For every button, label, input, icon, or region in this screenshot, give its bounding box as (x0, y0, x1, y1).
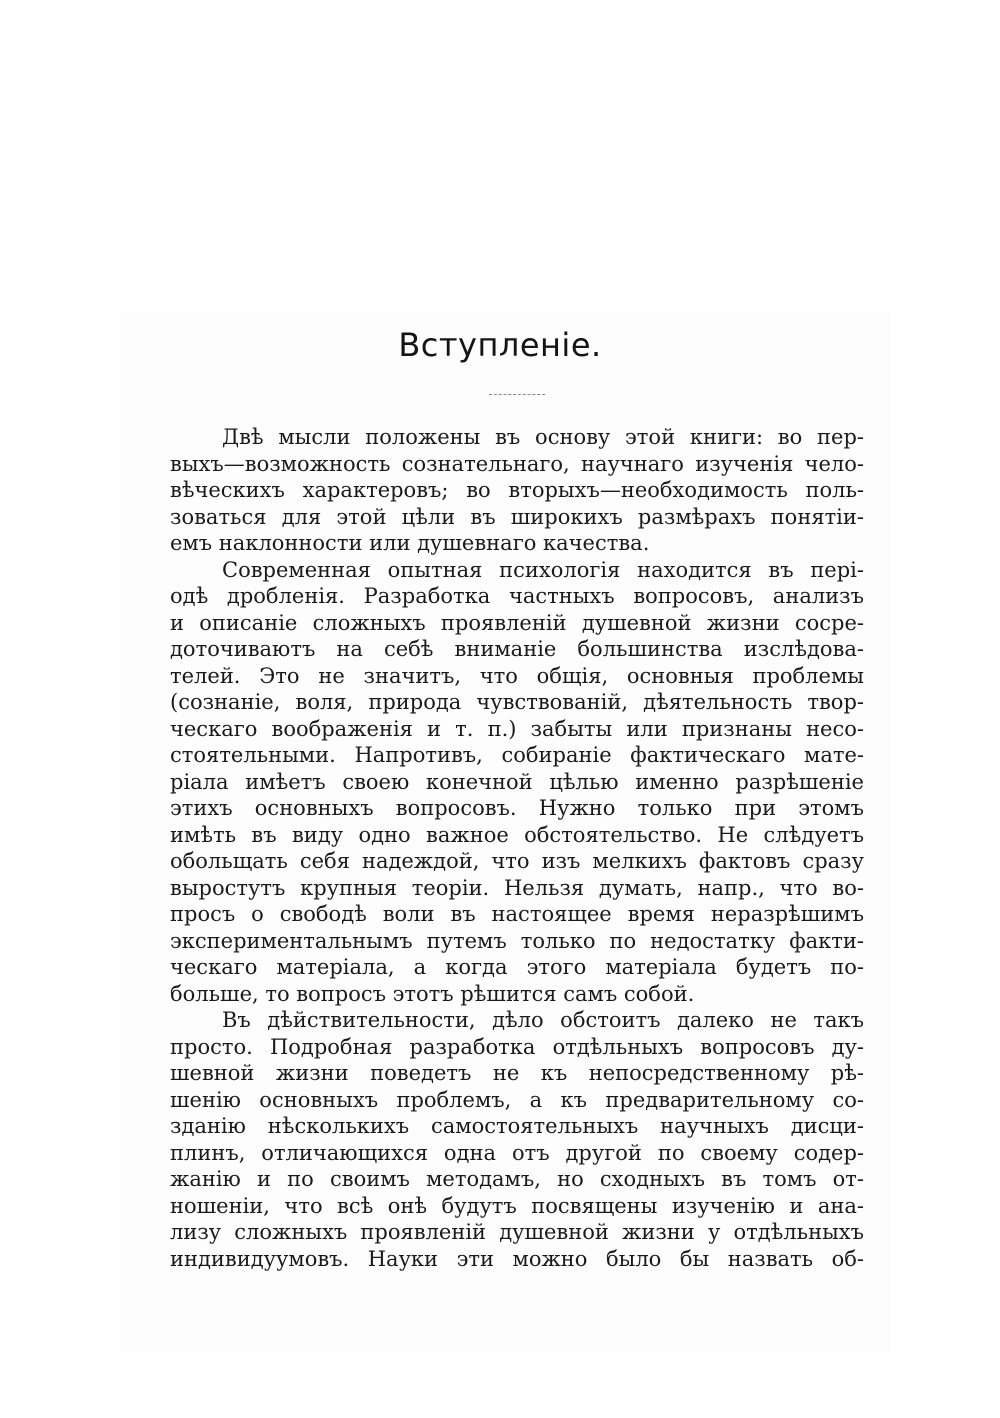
text-line: индивидуумовъ. Науки эти можно было бы назвать об- (170, 1246, 864, 1271)
text-line: одѣ дробленія. Разработка частныхъ вопросовъ, анализъ (170, 584, 864, 608)
text-line: Въ дѣйствительности, дѣло обстоитъ далеко не такъ (222, 1008, 864, 1032)
text-line: стоятельными. Напротивъ, собираніе фактическаго мате- (170, 743, 864, 767)
text-line: лизу сложныхъ проявленій душевной жизни у отдѣльныхъ (170, 1220, 864, 1244)
text-line: вѣческихъ характеровъ; во вторыхъ—необходимость поль- (170, 478, 864, 502)
text-line: шенію основныхъ проблемъ, а къ предварительному со- (170, 1087, 864, 1112)
body-text (170, 424, 864, 1272)
text-line: ріала имѣетъ своею конечной цѣлью именно разрѣшеніе (170, 769, 864, 794)
text-line: этихъ основныхъ вопросовъ. Нужно только при этомъ (170, 796, 864, 820)
page-title: Вступленіе. (398, 326, 602, 364)
title-ornament-divider (489, 394, 545, 397)
text-line: жанію и по своимъ методамъ, но сходныхъ въ томъ от- (170, 1167, 864, 1191)
text-line: телей. Это не значитъ, что общія, основныя проблемы (170, 663, 864, 688)
text-line: плинъ, отличающихся одна отъ другой по своему содер- (170, 1140, 864, 1165)
text-line: зданію нѣсколькихъ самостоятельныхъ научныхъ дисци- (170, 1114, 864, 1138)
text-line: больше, то вопросъ этотъ рѣшится самъ собой. (170, 981, 695, 1006)
text-line: просто. Подробная разработка отдѣльныхъ вопросовъ ду- (170, 1034, 864, 1059)
text-line: имѣть въ виду одно важное обстоятельство. Не слѣдуетъ (170, 822, 864, 847)
text-line: выростутъ крупныя теоріи. Нельзя думать, напр., что во- (170, 875, 864, 900)
text-line: доточиваютъ на себѣ вниманіе большинства изслѣдова- (170, 637, 864, 661)
text-line: емъ наклонности или душевнаго качества. (170, 531, 650, 555)
text-line: ческаго воображенія и т. п.) забыты или признаны несо- (170, 716, 864, 741)
text-line: обольщать себя надеждой, что изъ мелкихъ фактовъ сразу (170, 849, 864, 873)
text-line: и описаніе сложныхъ проявленій душевной жизни сосре- (170, 610, 864, 635)
text-line: выхъ—возможность сознательнаго, научнаго изученія чело- (170, 451, 864, 476)
text-line: Современная опытная психологія находится въ пері- (222, 557, 864, 582)
text-line: (сознаніе, воля, природа чувствованій, дѣятельность твор- (170, 690, 864, 714)
text-line: ношеніи, что всѣ онѣ будутъ посвящены изученію и ана- (170, 1193, 864, 1218)
text-line: зоваться для этой цѣли въ широкихъ размѣрахъ понятіи- (170, 504, 864, 529)
text-line: просъ о свободѣ воли въ настоящее время неразрѣшимъ (170, 902, 864, 926)
text-line: экспериментальнымъ путемъ только по недостатку факти- (170, 928, 864, 953)
text-line: Двѣ мысли положены въ основу этой книги: во пер- (222, 425, 864, 449)
text-line: ческаго матеріала, а когда этого матеріала будетъ по- (170, 955, 864, 979)
text-line: шевной жизни поведетъ не къ непосредственному рѣ- (170, 1061, 864, 1085)
